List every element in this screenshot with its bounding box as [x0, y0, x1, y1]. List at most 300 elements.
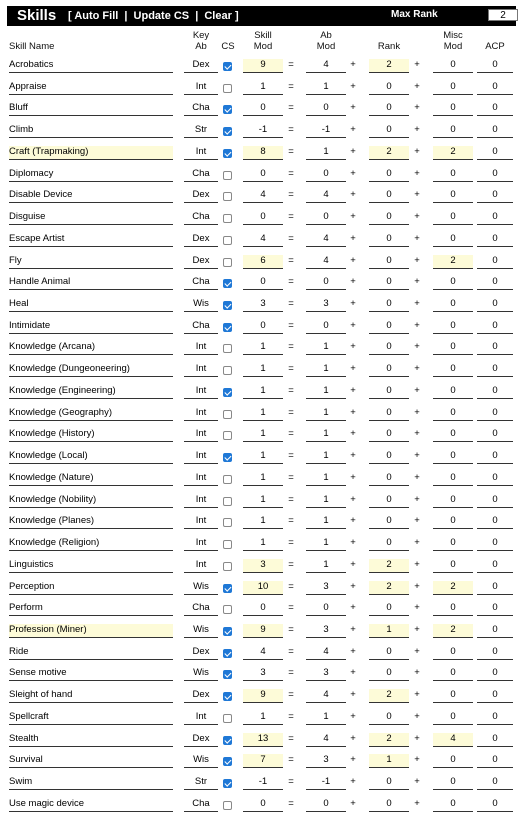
plus-sign: +: [414, 428, 420, 440]
misc-mod-input[interactable]: 0: [433, 646, 473, 660]
skill-mod-value: 13: [243, 733, 283, 747]
rank-input[interactable]: 2: [369, 59, 409, 73]
class-skill-checkbox[interactable]: [223, 540, 232, 549]
skill-row: [0, 468, 530, 490]
equals-sign: =: [288, 276, 294, 288]
misc-mod-input[interactable]: 0: [433, 168, 473, 182]
class-skill-checkbox[interactable]: [223, 649, 232, 658]
key-ability-select[interactable]: Int: [184, 559, 218, 573]
ability-mod-value: 3: [306, 667, 346, 681]
plus-sign: +: [350, 363, 356, 375]
key-ability-select[interactable]: Int: [184, 407, 218, 421]
class-skill-checkbox[interactable]: [223, 431, 232, 440]
acp-input[interactable]: 0: [477, 189, 513, 203]
rank-input[interactable]: 0: [369, 646, 409, 660]
misc-mod-input[interactable]: 0: [433, 341, 473, 355]
class-skill-checkbox[interactable]: [223, 149, 232, 158]
skill-mod-value: -1: [243, 776, 283, 790]
ability-mod-value: 4: [306, 59, 346, 73]
acp-input[interactable]: 0: [477, 798, 513, 812]
misc-mod-input[interactable]: 0: [433, 81, 473, 95]
acp-input[interactable]: 0: [477, 624, 513, 638]
rank-input[interactable]: 0: [369, 102, 409, 116]
skill-name: Use magic device: [9, 798, 173, 812]
class-skill-checkbox[interactable]: [223, 258, 232, 267]
class-skill-checkbox[interactable]: [223, 344, 232, 353]
open-bracket: [: [68, 10, 72, 22]
misc-mod-input[interactable]: 0: [433, 363, 473, 377]
skill-mod-value: 9: [243, 624, 283, 638]
key-ability-select[interactable]: Int: [184, 450, 218, 464]
skill-row: [0, 424, 530, 446]
key-ability-select[interactable]: Str: [184, 124, 218, 138]
plus-sign: +: [350, 602, 356, 614]
misc-mod-input[interactable]: 0: [433, 189, 473, 203]
misc-mod-input[interactable]: 0: [433, 407, 473, 421]
misc-mod-input[interactable]: 2: [433, 581, 473, 595]
rank-input[interactable]: 0: [369, 515, 409, 529]
class-skill-checkbox[interactable]: [223, 453, 232, 462]
acp-input[interactable]: 0: [477, 581, 513, 595]
misc-mod-input[interactable]: 0: [433, 798, 473, 812]
skill-row: [0, 490, 530, 512]
equals-sign: =: [288, 515, 294, 527]
plus-sign: +: [350, 558, 356, 570]
class-skill-checkbox[interactable]: [223, 497, 232, 506]
key-ability-select[interactable]: Int: [184, 385, 218, 399]
key-ability-select[interactable]: Int: [184, 146, 218, 160]
skill-mod-value: 0: [243, 211, 283, 225]
rank-input[interactable]: 0: [369, 211, 409, 225]
plus-sign: +: [414, 232, 420, 244]
key-ability-select[interactable]: Str: [184, 776, 218, 790]
skill-row: [0, 77, 530, 99]
skill-name: Craft (Trapmaking): [9, 146, 173, 160]
rank-input[interactable]: 0: [369, 124, 409, 138]
acp-input[interactable]: 0: [477, 81, 513, 95]
class-skill-checkbox[interactable]: [223, 301, 232, 310]
misc-mod-input[interactable]: 0: [433, 689, 473, 703]
skill-mod-value: 1: [243, 81, 283, 95]
skill-name: Heal: [9, 298, 173, 312]
skill-mod-value: 0: [243, 102, 283, 116]
misc-mod-input[interactable]: 2: [433, 624, 473, 638]
equals-sign: =: [288, 645, 294, 657]
class-skill-checkbox[interactable]: [223, 584, 232, 593]
skill-row: [0, 55, 530, 77]
equals-sign: =: [288, 710, 294, 722]
rank-input[interactable]: 0: [369, 472, 409, 486]
class-skill-checkbox[interactable]: [223, 627, 232, 636]
misc-mod-input[interactable]: 0: [433, 59, 473, 73]
misc-mod-input[interactable]: 0: [433, 711, 473, 725]
acp-input[interactable]: 0: [477, 341, 513, 355]
acp-input[interactable]: 0: [477, 320, 513, 334]
misc-mod-input[interactable]: 0: [433, 102, 473, 116]
rank-input[interactable]: 0: [369, 298, 409, 312]
equals-sign: =: [288, 667, 294, 679]
rank-input[interactable]: 0: [369, 711, 409, 725]
acp-input[interactable]: 0: [477, 602, 513, 616]
skill-name: Fly: [9, 255, 173, 269]
misc-mod-input[interactable]: 0: [433, 494, 473, 508]
misc-mod-input[interactable]: 0: [433, 667, 473, 681]
separator: |: [195, 10, 199, 22]
ability-mod-value: 1: [306, 146, 346, 160]
plus-sign: +: [350, 145, 356, 157]
key-ability-select[interactable]: Cha: [184, 602, 218, 616]
class-skill-checkbox[interactable]: [223, 562, 232, 571]
equals-sign: =: [288, 124, 294, 136]
class-skill-checkbox[interactable]: [223, 714, 232, 723]
skill-name: Climb: [9, 124, 173, 138]
acp-input[interactable]: 0: [477, 646, 513, 660]
misc-mod-input[interactable]: 0: [433, 515, 473, 529]
ability-mod-value: 0: [306, 102, 346, 116]
skill-name: Perception: [9, 581, 173, 595]
key-ability-select[interactable]: Cha: [184, 102, 218, 116]
ability-mod-value: 3: [306, 298, 346, 312]
acp-input[interactable]: 0: [477, 124, 513, 138]
key-ability-select[interactable]: Cha: [184, 320, 218, 334]
class-skill-checkbox[interactable]: [223, 388, 232, 397]
equals-sign: =: [288, 558, 294, 570]
acp-input[interactable]: 0: [477, 450, 513, 464]
ability-mod-value: 1: [306, 363, 346, 377]
class-skill-checkbox[interactable]: [223, 736, 232, 745]
acp-input[interactable]: 0: [477, 168, 513, 182]
acp-input[interactable]: 0: [477, 537, 513, 551]
misc-mod-input[interactable]: 0: [433, 472, 473, 486]
plus-sign: +: [350, 754, 356, 766]
skill-mod-value: 4: [243, 646, 283, 660]
clear-link[interactable]: Clear: [204, 10, 232, 22]
skill-row: [0, 207, 530, 229]
acp-input[interactable]: 0: [477, 59, 513, 73]
plus-sign: +: [350, 428, 356, 440]
plus-sign: +: [414, 80, 420, 92]
skill-name: Appraise: [9, 81, 173, 95]
skill-mod-value: 1: [243, 428, 283, 442]
plus-sign: +: [350, 493, 356, 505]
acp-input[interactable]: 0: [477, 559, 513, 573]
skill-mod-value: 1: [243, 537, 283, 551]
key-ability-select[interactable]: Cha: [184, 168, 218, 182]
rank-input[interactable]: 0: [369, 276, 409, 290]
max-rank-input[interactable]: 2: [488, 9, 518, 21]
misc-mod-input[interactable]: 0: [433, 428, 473, 442]
class-skill-checkbox[interactable]: [223, 62, 232, 71]
rank-input[interactable]: 0: [369, 233, 409, 247]
plus-sign: +: [414, 276, 420, 288]
plus-sign: +: [414, 450, 420, 462]
class-skill-checkbox[interactable]: [223, 605, 232, 614]
class-skill-checkbox[interactable]: [223, 670, 232, 679]
acp-input[interactable]: 0: [477, 211, 513, 225]
rank-input[interactable]: 0: [369, 320, 409, 334]
key-ability-select[interactable]: Wis: [184, 581, 218, 595]
rank-input[interactable]: 0: [369, 602, 409, 616]
key-ability-select[interactable]: Cha: [184, 276, 218, 290]
key-ability-select[interactable]: Int: [184, 515, 218, 529]
rank-input[interactable]: 0: [369, 450, 409, 464]
acp-input[interactable]: 0: [477, 711, 513, 725]
misc-mod-input[interactable]: 4: [433, 733, 473, 747]
rank-input[interactable]: 0: [369, 385, 409, 399]
key-ability-select[interactable]: Dex: [184, 733, 218, 747]
ability-mod-value: 1: [306, 428, 346, 442]
key-ability-select[interactable]: Int: [184, 472, 218, 486]
skill-name: Sleight of hand: [9, 689, 173, 703]
class-skill-checkbox[interactable]: [223, 410, 232, 419]
equals-sign: =: [288, 537, 294, 549]
plus-sign: +: [350, 623, 356, 635]
rank-input[interactable]: 0: [369, 798, 409, 812]
plus-sign: +: [350, 254, 356, 266]
col-header-skill-mod: Skill Mod: [253, 30, 273, 52]
misc-mod-input[interactable]: 0: [433, 754, 473, 768]
acp-input[interactable]: 0: [477, 733, 513, 747]
plus-sign: +: [414, 776, 420, 788]
misc-mod-input[interactable]: 0: [433, 776, 473, 790]
skill-row: [0, 294, 530, 316]
ability-mod-value: 1: [306, 494, 346, 508]
class-skill-checkbox[interactable]: [223, 127, 232, 136]
skill-mod-value: 0: [243, 168, 283, 182]
equals-sign: =: [288, 189, 294, 201]
rank-input[interactable]: 2: [369, 733, 409, 747]
key-ability-select[interactable]: Int: [184, 363, 218, 377]
misc-mod-input[interactable]: 0: [433, 602, 473, 616]
plus-sign: +: [350, 580, 356, 592]
equals-sign: =: [288, 428, 294, 440]
key-ability-select[interactable]: Int: [184, 711, 218, 725]
rank-input[interactable]: 2: [369, 689, 409, 703]
acp-input[interactable]: 0: [477, 515, 513, 529]
key-ability-select[interactable]: Int: [184, 494, 218, 508]
skill-row: [0, 403, 530, 425]
acp-input[interactable]: 0: [477, 494, 513, 508]
skill-row: [0, 120, 530, 142]
class-skill-checkbox[interactable]: [223, 279, 232, 288]
class-skill-checkbox[interactable]: [223, 475, 232, 484]
acp-input[interactable]: 0: [477, 363, 513, 377]
skill-name: Knowledge (Arcana): [9, 341, 173, 355]
rank-input[interactable]: 0: [369, 428, 409, 442]
class-skill-checkbox[interactable]: [223, 236, 232, 245]
rank-input[interactable]: 0: [369, 363, 409, 377]
plus-sign: +: [350, 189, 356, 201]
misc-mod-input[interactable]: 0: [433, 276, 473, 290]
ability-mod-value: 0: [306, 798, 346, 812]
key-ability-select[interactable]: Int: [184, 341, 218, 355]
skill-mod-value: 0: [243, 276, 283, 290]
close-bracket: ]: [234, 10, 239, 22]
misc-mod-input[interactable]: 0: [433, 537, 473, 551]
plus-sign: +: [414, 341, 420, 353]
key-ability-select[interactable]: Cha: [184, 211, 218, 225]
key-ability-select[interactable]: Dex: [184, 233, 218, 247]
skill-row: [0, 707, 530, 729]
auto-fill-link[interactable]: Auto Fill: [74, 10, 119, 22]
misc-mod-input[interactable]: 0: [433, 320, 473, 334]
plus-sign: +: [414, 102, 420, 114]
skill-mod-value: 3: [243, 667, 283, 681]
misc-mod-input[interactable]: 0: [433, 233, 473, 247]
key-ability-select[interactable]: Wis: [184, 298, 218, 312]
acp-input[interactable]: 0: [477, 276, 513, 290]
misc-mod-input[interactable]: 2: [433, 146, 473, 160]
acp-input[interactable]: 0: [477, 428, 513, 442]
key-ability-select[interactable]: Dex: [184, 59, 218, 73]
rank-input[interactable]: 1: [369, 624, 409, 638]
acp-input[interactable]: 0: [477, 255, 513, 269]
class-skill-checkbox[interactable]: [223, 214, 232, 223]
rank-input[interactable]: 0: [369, 667, 409, 681]
plus-sign: +: [414, 580, 420, 592]
rank-input[interactable]: 2: [369, 581, 409, 595]
skill-mod-value: 1: [243, 363, 283, 377]
key-ability-select[interactable]: Int: [184, 81, 218, 95]
class-skill-checkbox[interactable]: [223, 171, 232, 180]
key-ability-select[interactable]: Wis: [184, 754, 218, 768]
skill-row: [0, 772, 530, 794]
skill-row: [0, 511, 530, 533]
class-skill-checkbox[interactable]: [223, 518, 232, 527]
skill-mod-value: 0: [243, 320, 283, 334]
misc-mod-input[interactable]: 0: [433, 559, 473, 573]
key-ability-select[interactable]: Dex: [184, 689, 218, 703]
key-ability-select[interactable]: Wis: [184, 667, 218, 681]
key-ability-select[interactable]: Cha: [184, 798, 218, 812]
key-ability-select[interactable]: Int: [184, 428, 218, 442]
misc-mod-input[interactable]: 0: [433, 298, 473, 312]
key-ability-select[interactable]: Wis: [184, 624, 218, 638]
plus-sign: +: [350, 645, 356, 657]
ability-mod-value: 1: [306, 407, 346, 421]
plus-sign: +: [414, 558, 420, 570]
acp-input[interactable]: 0: [477, 754, 513, 768]
misc-mod-input[interactable]: 0: [433, 450, 473, 464]
ability-mod-value: 4: [306, 646, 346, 660]
plus-sign: +: [350, 710, 356, 722]
acp-input[interactable]: 0: [477, 407, 513, 421]
class-skill-checkbox[interactable]: [223, 192, 232, 201]
skill-row: [0, 794, 530, 816]
class-skill-checkbox[interactable]: [223, 323, 232, 332]
misc-mod-input[interactable]: 0: [433, 211, 473, 225]
key-ability-select[interactable]: Dex: [184, 646, 218, 660]
ability-mod-value: 3: [306, 581, 346, 595]
skill-row: [0, 316, 530, 338]
misc-mod-input[interactable]: 0: [433, 124, 473, 138]
class-skill-checkbox[interactable]: [223, 105, 232, 114]
class-skill-checkbox[interactable]: [223, 366, 232, 375]
rank-input[interactable]: 1: [369, 754, 409, 768]
equals-sign: =: [288, 580, 294, 592]
class-skill-checkbox[interactable]: [223, 779, 232, 788]
ability-mod-value: -1: [306, 776, 346, 790]
key-ability-select[interactable]: Dex: [184, 189, 218, 203]
plus-sign: +: [414, 623, 420, 635]
ability-mod-value: 0: [306, 211, 346, 225]
col-header-key-ab: Key Ab: [192, 30, 210, 52]
plus-sign: +: [414, 363, 420, 375]
rank-input[interactable]: 0: [369, 407, 409, 421]
class-skill-checkbox[interactable]: [223, 757, 232, 766]
acp-input[interactable]: 0: [477, 102, 513, 116]
skill-name: Knowledge (Nature): [9, 472, 173, 486]
acp-input[interactable]: 0: [477, 472, 513, 486]
skill-mod-value: 0: [243, 602, 283, 616]
acp-input[interactable]: 0: [477, 298, 513, 312]
rank-input[interactable]: 0: [369, 81, 409, 95]
rank-input[interactable]: 2: [369, 146, 409, 160]
skill-row: [0, 598, 530, 620]
skill-name: Knowledge (Nobility): [9, 494, 173, 508]
rank-input[interactable]: 2: [369, 559, 409, 573]
misc-mod-input[interactable]: 2: [433, 255, 473, 269]
skill-name: Knowledge (History): [9, 428, 173, 442]
skill-name: Handle Animal: [9, 276, 173, 290]
class-skill-checkbox[interactable]: [223, 801, 232, 810]
class-skill-checkbox[interactable]: [223, 692, 232, 701]
acp-input[interactable]: 0: [477, 385, 513, 399]
skill-row: [0, 142, 530, 164]
skill-row: [0, 642, 530, 664]
equals-sign: =: [288, 363, 294, 375]
plus-sign: +: [350, 450, 356, 462]
rank-input[interactable]: 0: [369, 494, 409, 508]
skill-mod-value: 9: [243, 59, 283, 73]
key-ability-select[interactable]: Dex: [184, 255, 218, 269]
equals-sign: =: [288, 211, 294, 223]
rank-input[interactable]: 0: [369, 776, 409, 790]
acp-input[interactable]: 0: [477, 776, 513, 790]
class-skill-checkbox[interactable]: [223, 84, 232, 93]
skill-row: [0, 685, 530, 707]
ability-mod-value: 3: [306, 754, 346, 768]
acp-input[interactable]: 0: [477, 233, 513, 247]
max-rank-label: Max Rank: [391, 9, 438, 20]
rank-input[interactable]: 0: [369, 341, 409, 355]
skill-mod-value: 0: [243, 798, 283, 812]
rank-input[interactable]: 0: [369, 255, 409, 269]
equals-sign: =: [288, 254, 294, 266]
acp-input[interactable]: 0: [477, 667, 513, 681]
equals-sign: =: [288, 145, 294, 157]
acp-input[interactable]: 0: [477, 146, 513, 160]
ability-mod-value: 4: [306, 255, 346, 269]
plus-sign: +: [414, 732, 420, 744]
misc-mod-input[interactable]: 0: [433, 385, 473, 399]
skill-mod-value: 9: [243, 689, 283, 703]
ability-mod-value: 1: [306, 537, 346, 551]
rank-input[interactable]: 0: [369, 189, 409, 203]
rank-input[interactable]: 0: [369, 537, 409, 551]
equals-sign: =: [288, 102, 294, 114]
acp-input[interactable]: 0: [477, 689, 513, 703]
ability-mod-value: 1: [306, 341, 346, 355]
skill-mod-value: 1: [243, 472, 283, 486]
skill-name: Diplomacy: [9, 168, 173, 182]
plus-sign: +: [414, 710, 420, 722]
update-cs-link[interactable]: Update CS: [133, 10, 190, 22]
plus-sign: +: [350, 537, 356, 549]
key-ability-select[interactable]: Int: [184, 537, 218, 551]
plus-sign: +: [414, 689, 420, 701]
rank-input[interactable]: 0: [369, 168, 409, 182]
